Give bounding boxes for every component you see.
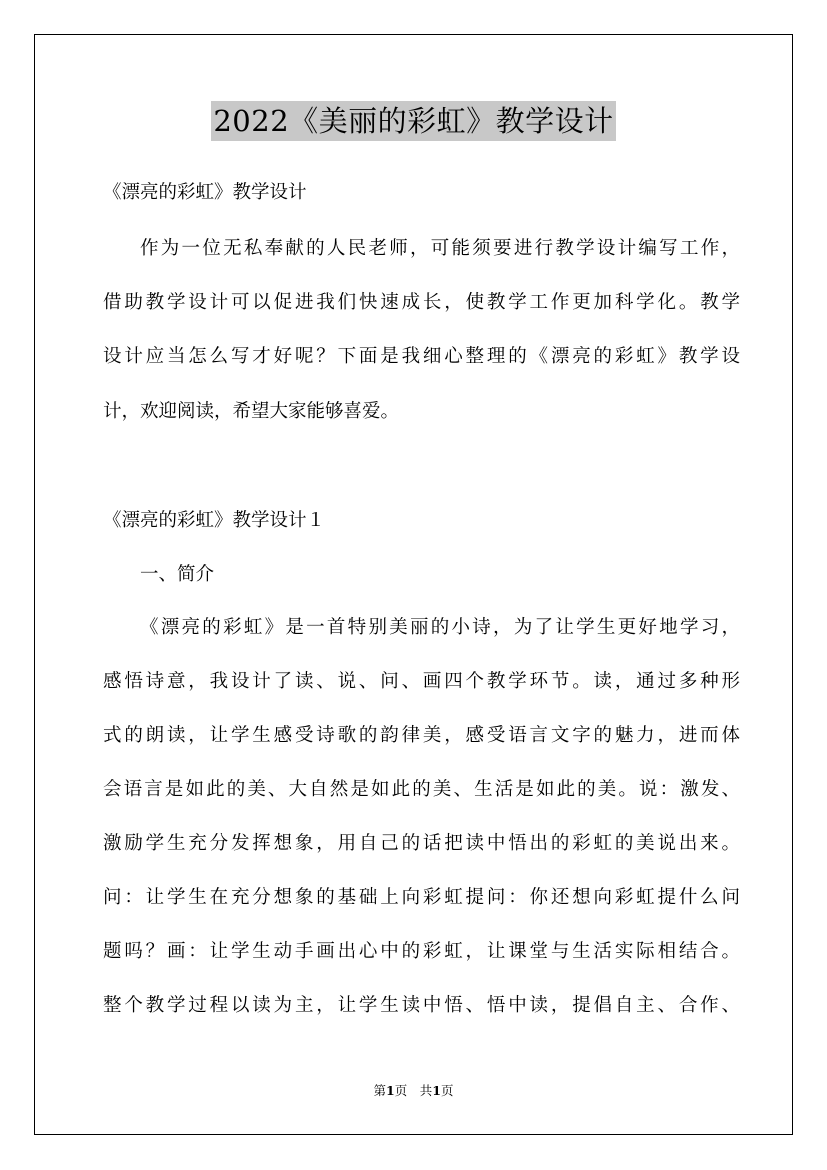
section-title: 《漂亮的彩虹》教学设计１ [103, 510, 326, 531]
footer-page-total: 1 [432, 1083, 441, 1098]
document-subtitle: 《漂亮的彩虹》教学设计 [103, 182, 307, 203]
footer-page-suffix: 页 共 [394, 1083, 433, 1098]
body-line-2: 感悟诗意，我设计了读、说、问、画四个教学环节。读，通过多种形 [103, 671, 740, 692]
body-line-5: 激励学生充分发挥想象，用自己的话把读中悟出的彩虹的美说出来。 [103, 833, 740, 854]
body-line-3: 式的朗读，让学生感受诗歌的韵律美，感受语言文字的魅力，进而体 [103, 725, 740, 746]
body-line-7: 题吗？画：让学生动手画出心中的彩虹，让课堂与生活实际相结合。 [103, 941, 740, 962]
body-line-6: 问：让学生在充分想象的基础上向彩虹提问：你还想向彩虹提什么问 [103, 887, 740, 908]
page-footer [0, 1083, 827, 1099]
intro-line-1: 作为一位无私奉献的人民老师，可能须要进行教学设计编写工作， [140, 238, 740, 259]
intro-line-2: 借助教学设计可以促进我们快速成长，使教学工作更加科学化。教学 [103, 292, 740, 313]
body-line-4: 会语言是如此的美、大自然是如此的美、生活是如此的美。说：激发、 [103, 779, 740, 800]
footer-page-current: 1 [386, 1083, 395, 1098]
body-line-1: 《漂亮的彩虹》是一首特别美丽的小诗，为了让学生更好地学习， [140, 617, 740, 638]
body-line-8: 整个教学过程以读为主，让学生读中悟、悟中读，提倡自主、合作、 [103, 995, 740, 1016]
document-title: 2022《美丽的彩虹》教学设计 [211, 101, 615, 141]
title-container [0, 101, 827, 141]
footer-page-prefix: 第 [373, 1083, 387, 1098]
footer-page-end: 页 [440, 1083, 454, 1098]
intro-line-3: 设计应当怎么写才好呢？下面是我细心整理的《漂亮的彩虹》教学设 [103, 346, 740, 367]
intro-line-4: 计，欢迎阅读，希望大家能够喜爱。 [103, 401, 400, 422]
section-heading: 一、简介 [140, 564, 215, 585]
